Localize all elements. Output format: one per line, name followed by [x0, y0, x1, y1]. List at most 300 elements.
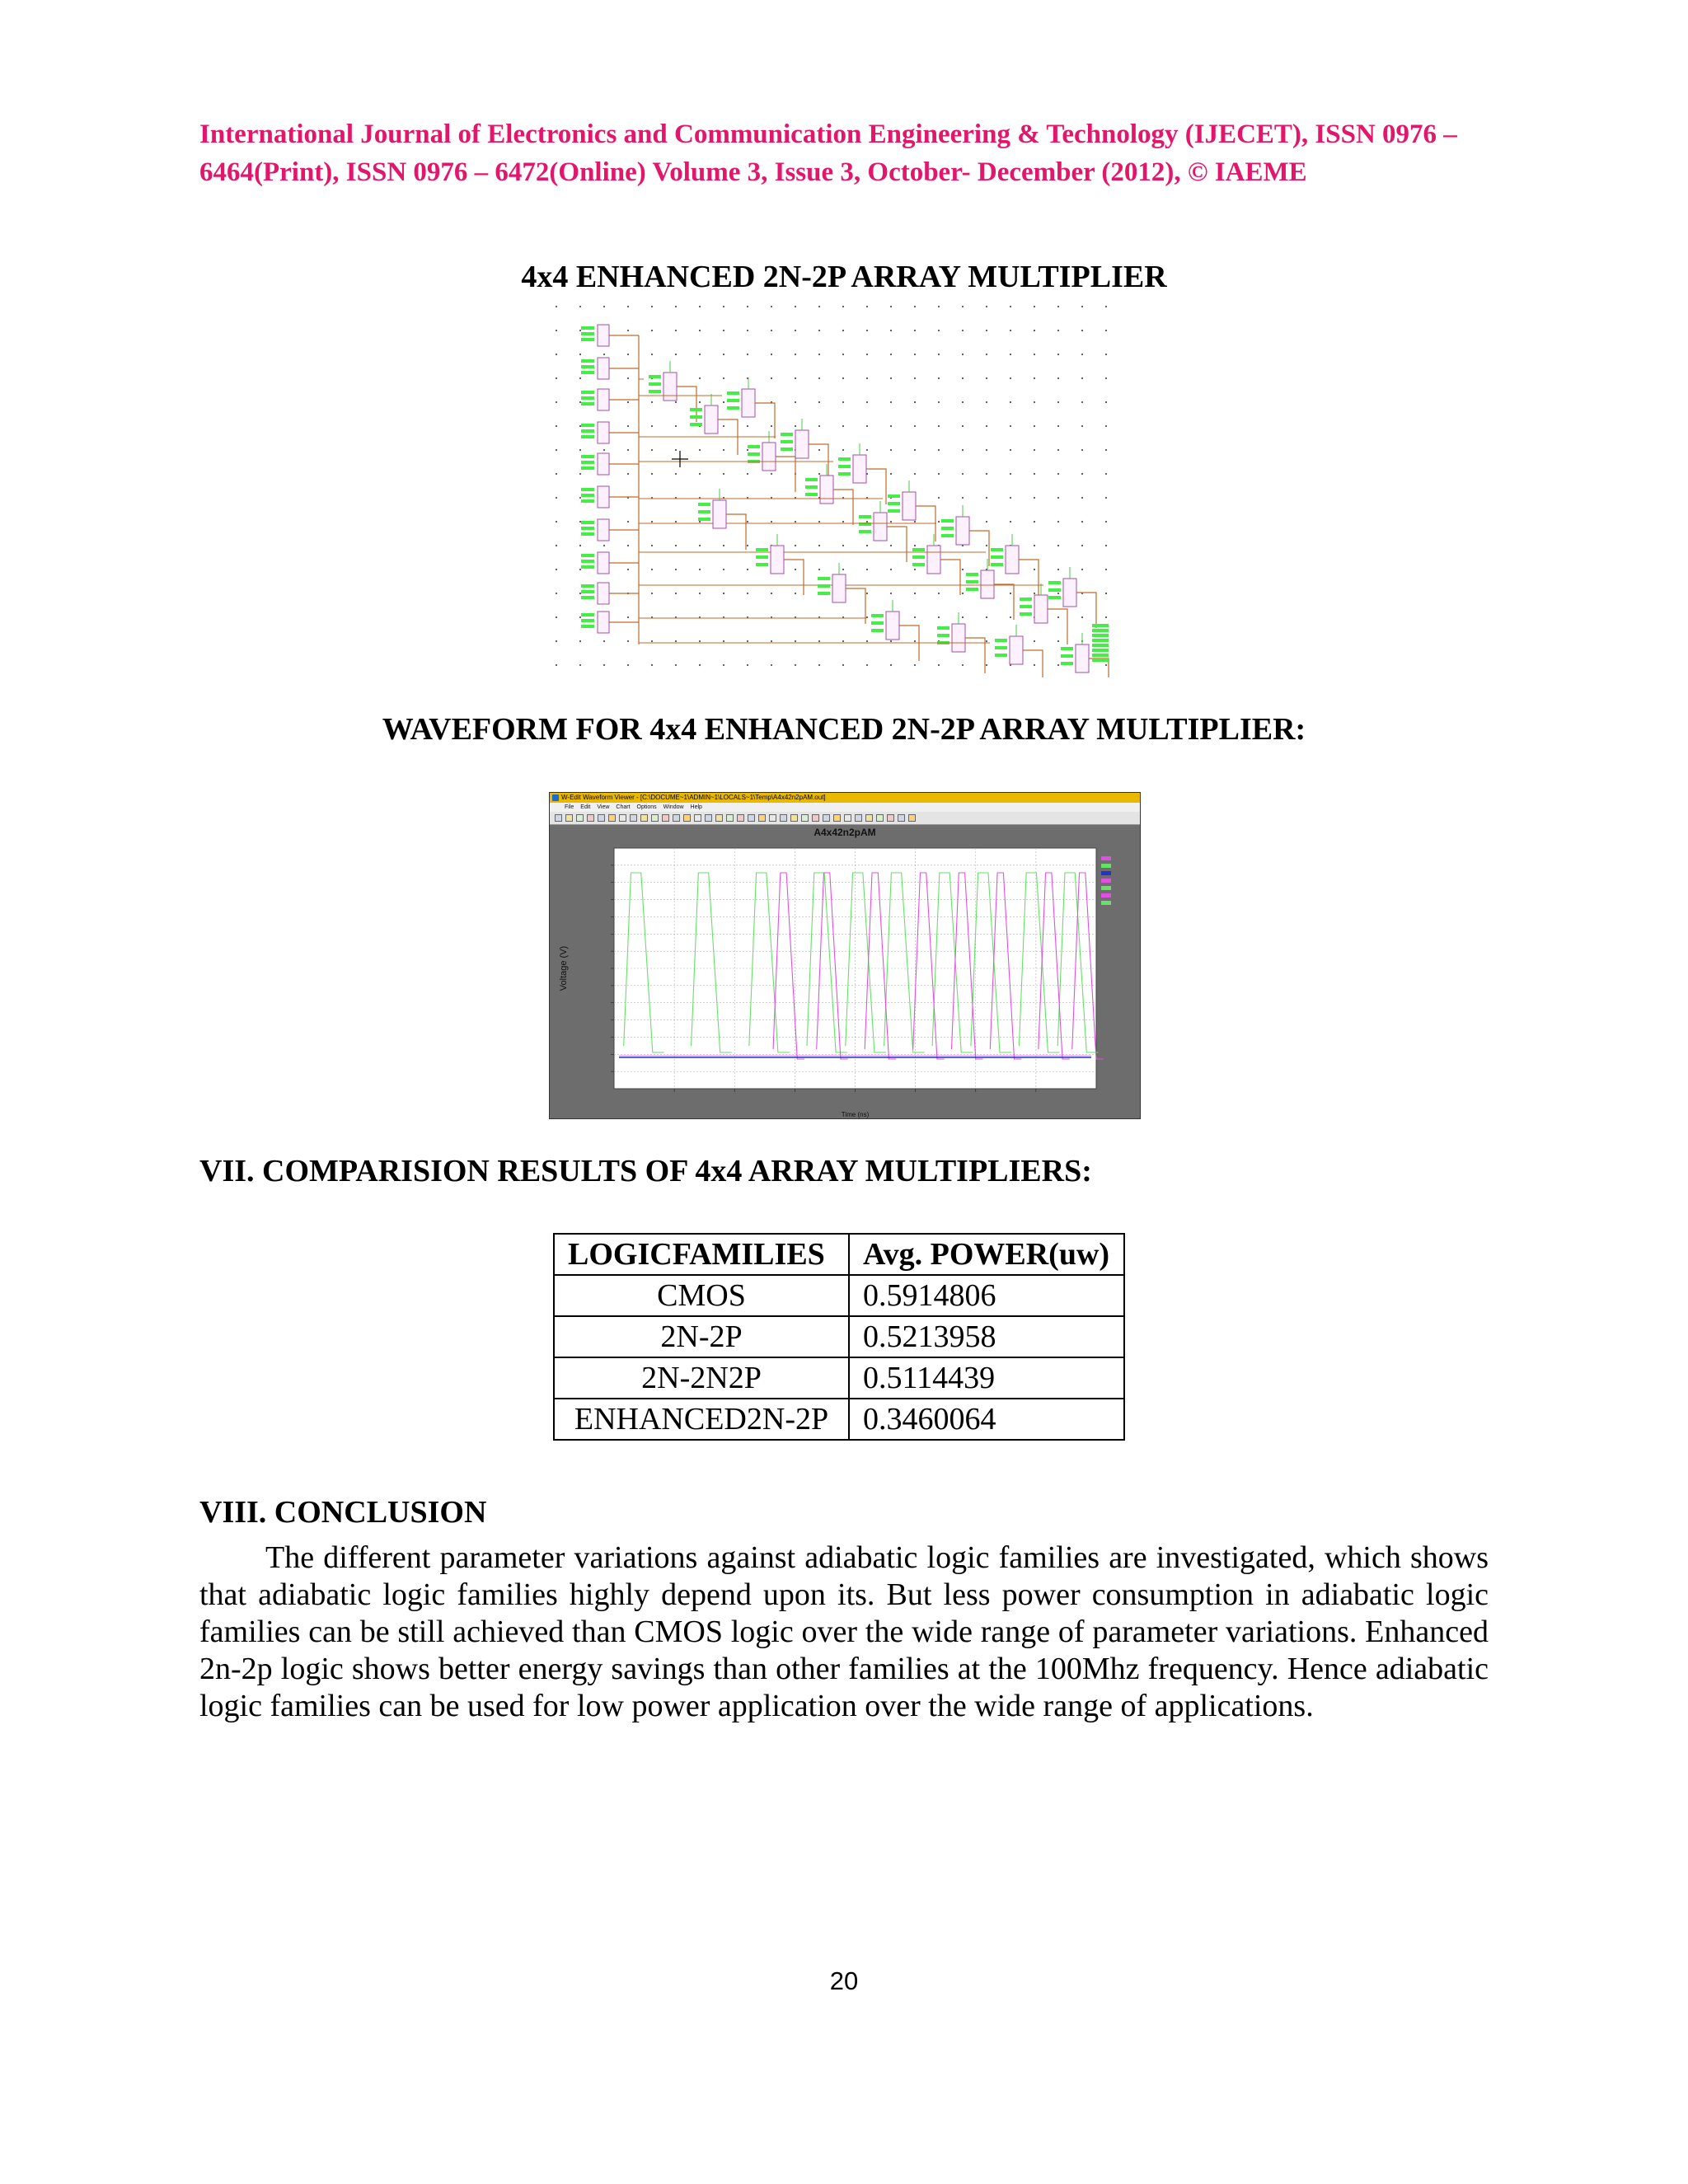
grid-dot	[1034, 354, 1035, 355]
adder-cell	[853, 455, 866, 483]
gate-box	[598, 453, 609, 475]
grid-dot	[1105, 569, 1107, 570]
grid-dot	[556, 616, 557, 618]
conclusion-text: The different parameter variations against adiabatic logic families are investigated, which shows that adiabatic logic families highly depend upon its. But less power consumption in adiabatic logic families can be still achieved than CMOS logic over the wide range of parameter variations. Enhanced 2n-2p logic shows better energy savings than other families at the 100Mhz frequency. Hence adiabatic logic families can be used for low power application over the wide range of applications.	[199, 1540, 1489, 1723]
grid-dot	[938, 306, 940, 307]
grid-dot	[651, 521, 653, 523]
grid-dot	[842, 449, 844, 451]
grid-dot	[986, 521, 987, 523]
grid-dot	[627, 330, 629, 331]
grid-dot	[914, 377, 916, 379]
grid-dot	[795, 306, 796, 307]
grid-dot	[1034, 425, 1035, 427]
pin-label	[581, 332, 594, 335]
grid-dot	[1105, 330, 1107, 331]
grid-dot	[747, 593, 748, 594]
grid-dot	[556, 354, 557, 355]
wire	[1076, 593, 1096, 628]
grid-dot	[842, 354, 844, 355]
grid-dot	[842, 306, 844, 307]
grid-dot	[699, 521, 701, 523]
legend-swatch	[1101, 886, 1111, 890]
grid-dot	[1034, 377, 1035, 379]
grid-dot	[818, 449, 820, 451]
grid-dot	[771, 306, 772, 307]
output-pin-label	[1092, 629, 1109, 632]
grid-dot	[1010, 449, 1011, 451]
grid-dot	[1034, 640, 1035, 642]
grid-dot	[914, 473, 916, 475]
grid-dot	[556, 593, 557, 594]
grid-dot	[723, 569, 724, 570]
grid-dot	[1105, 377, 1107, 379]
table-cell: 0.5114439	[849, 1357, 1124, 1399]
grid-dot	[675, 473, 677, 475]
grid-dot	[723, 449, 724, 451]
grid-dot	[890, 593, 892, 594]
pin-label	[838, 472, 851, 476]
output-pin-label	[1092, 649, 1109, 652]
grid-dot	[579, 425, 581, 427]
grid-dot	[795, 377, 796, 379]
grid-dot	[938, 497, 940, 499]
menu-item[interactable]: Chart	[616, 804, 631, 810]
grid-dot	[651, 306, 653, 307]
pin-label	[941, 519, 954, 523]
grid-dot	[986, 330, 987, 331]
grid-dot	[890, 640, 892, 642]
grid-dot	[842, 401, 844, 403]
pin-label	[1061, 662, 1073, 665]
grid-dot	[1034, 545, 1035, 546]
figure1-caption: 4x4 ENHANCED 2N-2P ARRAY MULTIPLIER	[521, 260, 1167, 294]
grid-dot	[579, 616, 581, 618]
grid-dot	[579, 377, 581, 379]
grid-dot	[1105, 545, 1107, 546]
wire	[833, 490, 853, 525]
grid-dot	[771, 473, 772, 475]
grid-dot	[1010, 354, 1011, 355]
grid-dot	[1010, 425, 1011, 427]
table-cell: 0.5914806	[849, 1275, 1124, 1316]
pin-label	[581, 619, 594, 622]
grid-dot	[627, 640, 629, 642]
grid-dot	[914, 306, 916, 307]
grid-dot	[556, 640, 557, 642]
grid-dot	[938, 664, 940, 666]
grid-dot	[699, 449, 701, 451]
grid-dot	[1034, 306, 1035, 307]
grid-dot	[986, 616, 987, 618]
pin-label	[838, 465, 851, 468]
pin-label	[912, 555, 925, 559]
grid-dot	[556, 330, 557, 331]
pin-label	[871, 614, 884, 617]
grid-dot	[795, 640, 796, 642]
grid-dot	[866, 449, 868, 451]
grid-dot	[1057, 473, 1059, 475]
grid-dot	[1010, 593, 1011, 594]
pin-label	[995, 646, 1007, 649]
table-header-cell: LOGICFAMILIES	[554, 1234, 849, 1275]
menu-item[interactable]: Window	[663, 804, 684, 810]
grid-dot	[866, 640, 868, 642]
grid-dot	[1081, 306, 1083, 307]
pin-label	[581, 402, 594, 405]
grid-dot	[1034, 497, 1035, 499]
grid-dot	[699, 569, 701, 570]
grid-dot	[675, 593, 677, 594]
pin-label	[581, 554, 594, 557]
grid-dot	[842, 377, 844, 379]
section7-heading: VII. COMPARISION RESULTS OF 4x4 ARRAY MULTIPLIERS:	[199, 1154, 1092, 1188]
conclusion-paragraph	[199, 1540, 1489, 1725]
pin-label	[805, 493, 818, 496]
grid-dot	[603, 664, 605, 666]
output-pin-label	[1092, 639, 1109, 642]
grid-dot	[699, 640, 701, 642]
grid-dot	[627, 377, 629, 379]
grid-dot	[818, 569, 820, 570]
gate-box	[598, 389, 609, 410]
grid-dot	[986, 449, 987, 451]
grid-dot	[651, 449, 653, 451]
grid-dot	[938, 473, 940, 475]
grid-dot	[627, 569, 629, 570]
grid-dot	[938, 449, 940, 451]
grid-dot	[556, 377, 557, 379]
pin-label	[818, 584, 830, 588]
grid-dot	[866, 377, 868, 379]
pin-label	[756, 555, 768, 559]
grid-dot	[651, 354, 653, 355]
grid-dot	[818, 401, 820, 403]
grid-dot	[890, 449, 892, 451]
grid-dot	[1081, 449, 1083, 451]
grid-dot	[675, 330, 677, 331]
legend-swatch	[1101, 856, 1111, 860]
wire	[1048, 609, 1067, 644]
pin-label	[581, 365, 594, 368]
grid-dot	[723, 425, 724, 427]
grid-dot	[1034, 449, 1035, 451]
pin-label	[581, 429, 594, 433]
grid-dot	[1081, 616, 1083, 618]
grid-dot	[986, 664, 987, 666]
grid-dot	[747, 545, 748, 546]
pin-label	[781, 440, 793, 443]
grid-dot	[842, 545, 844, 546]
grid-dot	[914, 616, 916, 618]
grid-dot	[962, 306, 964, 307]
grid-dot	[986, 545, 987, 546]
pin-label	[781, 433, 793, 436]
results-table	[553, 1233, 1125, 1441]
grid-dot	[699, 545, 701, 546]
grid-dot	[723, 401, 724, 403]
grid-dot	[842, 425, 844, 427]
grid-dot	[699, 306, 701, 307]
output-pin-label	[1092, 624, 1109, 627]
grid-dot	[1105, 473, 1107, 475]
grid-dot	[795, 545, 796, 546]
pin-label	[1061, 647, 1073, 650]
grid-dot	[795, 569, 796, 570]
adder-cell	[705, 405, 718, 434]
table-header-cell: Avg. POWER(uw)	[849, 1234, 1124, 1275]
grid-dot	[1057, 306, 1059, 307]
grid-dot	[986, 497, 987, 499]
wire	[846, 588, 865, 624]
grid-dot	[747, 569, 748, 570]
grid-dot	[866, 330, 868, 331]
journal-header-line1: International Journal of Electronics and Communication Engineering & Technology (IJECET), ISSN 0976 –	[199, 120, 1457, 149]
grid-dot	[866, 521, 868, 523]
grid-dot	[723, 545, 724, 546]
pin-label	[941, 534, 954, 537]
grid-dot	[1057, 401, 1059, 403]
pin-label	[581, 326, 594, 330]
grid-dot	[1010, 306, 1011, 307]
pin-label	[698, 510, 710, 513]
grid-dot	[1010, 616, 1011, 618]
waveform-xlabel: Time (ns)	[841, 1111, 870, 1118]
pin-label	[756, 548, 768, 551]
pin-label	[581, 488, 594, 491]
adder-cell	[903, 492, 916, 520]
wire	[755, 403, 775, 438]
grid-dot	[1105, 354, 1107, 355]
grid-dot	[556, 449, 557, 451]
adder-cell	[874, 513, 887, 541]
grid-dot	[579, 473, 581, 475]
grid-dot	[842, 569, 844, 570]
grid-dot	[795, 664, 796, 666]
table-row	[554, 1275, 1124, 1316]
pin-label	[1020, 612, 1032, 616]
pin-label	[581, 521, 594, 524]
pin-label	[581, 494, 594, 497]
grid-dot	[747, 640, 748, 642]
pin-label	[581, 338, 594, 341]
menu-item[interactable]: Help	[690, 804, 702, 810]
waveform-window-title: W-Edit Waveform Viewer - [C:\DOCUME~1\ADMIN~1\LOCALS~1\Temp\A4x42n2pAM.out]	[561, 794, 826, 801]
grid-dot	[627, 354, 629, 355]
adder-cell	[762, 443, 776, 471]
gate-box	[598, 325, 609, 346]
wire	[994, 584, 1014, 620]
pin-label	[581, 532, 594, 536]
pin-label	[581, 590, 594, 593]
pin-label	[581, 359, 594, 363]
adder-cell	[742, 389, 755, 417]
grid-dot	[627, 425, 629, 427]
pin-label	[581, 466, 594, 470]
pin-label	[581, 565, 594, 569]
grid-dot	[1105, 521, 1107, 523]
figure2-caption: WAVEFORM FOR 4x4 ENHANCED 2N-2P ARRAY MULTIPLIER:	[382, 712, 1306, 747]
wire	[866, 469, 886, 504]
pin-label	[966, 588, 978, 591]
grid-dot	[914, 354, 916, 355]
grid-dot	[1105, 593, 1107, 594]
grid-dot	[1057, 664, 1059, 666]
table-cell: 2N-2P	[554, 1316, 849, 1357]
table-header-row	[554, 1234, 1124, 1275]
adder-cell	[1010, 636, 1023, 664]
grid-dot	[962, 473, 964, 475]
adder-cell	[956, 517, 969, 545]
grid-dot	[1081, 377, 1083, 379]
grid-dot	[962, 449, 964, 451]
grid-dot	[699, 330, 701, 331]
grid-dot	[1081, 425, 1083, 427]
adder-cell	[952, 624, 965, 652]
grid-dot	[866, 401, 868, 403]
pin-label	[581, 461, 594, 464]
pin-label	[871, 621, 884, 625]
section8-heading: VIII. CONCLUSION	[199, 1495, 487, 1530]
grid-dot	[1081, 330, 1083, 331]
menu-item[interactable]: Options	[636, 804, 657, 810]
grid-dot	[866, 616, 868, 618]
menu-item[interactable]: File	[565, 804, 574, 810]
grid-dot	[795, 521, 796, 523]
adder-cell	[771, 546, 784, 574]
grid-dot	[890, 545, 892, 546]
grid-dot	[723, 593, 724, 594]
waveform-chart-title: A4x42n2pAM	[814, 827, 876, 838]
journal-header-line2: 6464(Print), ISSN 0976 – 6472(Online) Volume 3, Issue 3, October- December (2012), © IAEME	[199, 157, 1307, 187]
grid-dot	[1010, 521, 1011, 523]
grid-dot	[890, 401, 892, 403]
grid-dot	[795, 425, 796, 427]
grid-dot	[914, 521, 916, 523]
pin-label	[581, 371, 594, 374]
gate-box	[598, 552, 609, 574]
pin-label	[941, 527, 954, 530]
pin-label	[649, 390, 661, 393]
grid-dot	[699, 473, 701, 475]
grid-dot	[603, 354, 605, 355]
grid-dot	[627, 306, 629, 307]
pin-label	[690, 415, 702, 419]
pin-label	[581, 435, 594, 438]
pin-label	[805, 485, 818, 489]
grid-dot	[818, 330, 820, 331]
output-pin-label	[1092, 644, 1109, 647]
grid-dot	[938, 354, 940, 355]
grid-dot	[1034, 401, 1035, 403]
legend-swatch	[1101, 893, 1111, 898]
legend-swatch	[1101, 901, 1111, 905]
menu-item[interactable]: Edit	[580, 804, 591, 810]
pin-label	[581, 455, 594, 458]
pin-label	[581, 391, 594, 394]
grid-dot	[603, 449, 605, 451]
grid-dot	[723, 473, 724, 475]
grid-dot	[866, 425, 868, 427]
gate-box	[598, 519, 609, 541]
page-number: 20	[829, 1966, 859, 1995]
grid-dot	[1105, 425, 1107, 427]
grid-dot	[771, 377, 772, 379]
grid-dot	[556, 425, 557, 427]
grid-dot	[962, 569, 964, 570]
grid-dot	[747, 449, 748, 451]
grid-dot	[866, 664, 868, 666]
grid-dot	[914, 330, 916, 331]
grid-dot	[1034, 473, 1035, 475]
grid-dot	[986, 401, 987, 403]
grid-dot	[699, 664, 701, 666]
adder-cell	[1076, 644, 1089, 673]
grid-dot	[914, 640, 916, 642]
grid-dot	[962, 330, 964, 331]
legend-swatch	[1101, 879, 1111, 883]
pin-label	[690, 408, 702, 411]
array-multiplier-schematic	[548, 298, 1137, 677]
grid-dot	[556, 521, 557, 523]
grid-dot	[986, 354, 987, 355]
pin-label	[912, 548, 925, 551]
grid-dot	[627, 664, 629, 666]
pin-label	[649, 382, 661, 386]
grid-dot	[795, 401, 796, 403]
grid-dot	[866, 354, 868, 355]
grid-dot	[556, 545, 557, 546]
grid-dot	[914, 545, 916, 546]
pin-label	[698, 518, 710, 521]
grid-dot	[1034, 521, 1035, 523]
grid-dot	[866, 545, 868, 546]
adder-cell	[981, 570, 994, 598]
pin-label	[871, 629, 884, 632]
grid-dot	[675, 306, 677, 307]
grid-dot	[962, 664, 964, 666]
pin-label	[1020, 605, 1032, 608]
grid-dot	[579, 640, 581, 642]
gate-box	[598, 583, 609, 604]
pin-label	[859, 530, 871, 533]
adder-cell	[1063, 579, 1076, 607]
grid-dot	[556, 306, 557, 307]
grid-dot	[914, 425, 916, 427]
pin-label	[818, 592, 830, 595]
grid-dot	[1081, 401, 1083, 403]
adder-cell	[832, 574, 846, 602]
pin-label	[1048, 596, 1061, 599]
grid-dot	[818, 521, 820, 523]
menu-item[interactable]: View	[597, 804, 610, 810]
grid-dot	[723, 664, 724, 666]
wire	[726, 514, 746, 550]
grid-dot	[675, 425, 677, 427]
grid-dot	[651, 545, 653, 546]
grid-dot	[938, 593, 940, 594]
wire	[1023, 650, 1043, 677]
grid-dot	[890, 521, 892, 523]
grid-dot	[627, 521, 629, 523]
pin-label	[838, 457, 851, 461]
wire	[1019, 560, 1039, 595]
grid-dot	[675, 640, 677, 642]
grid-dot	[842, 664, 844, 666]
grid-dot	[556, 401, 557, 403]
grid-dot	[962, 616, 964, 618]
grid-dot	[914, 569, 916, 570]
grid-dot	[1010, 377, 1011, 379]
